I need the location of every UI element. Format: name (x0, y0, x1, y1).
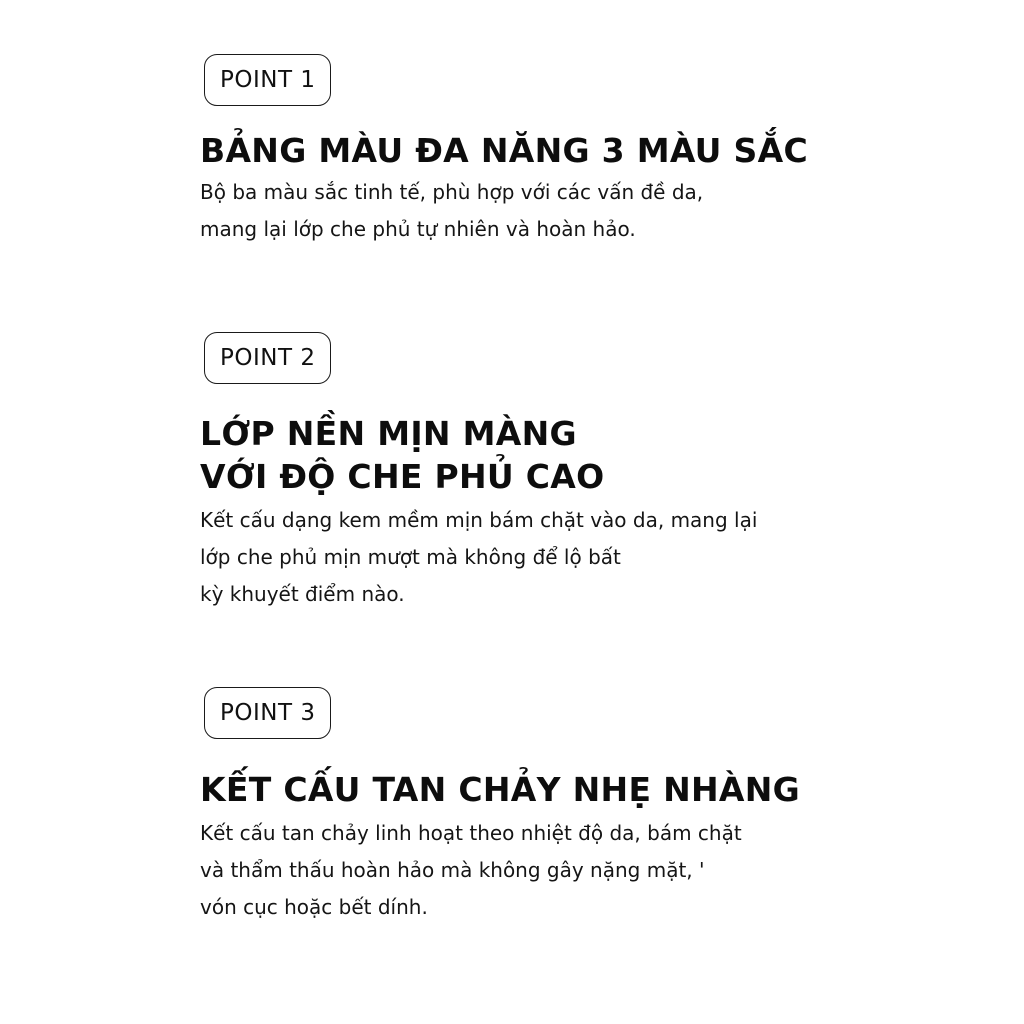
point-3-heading (200, 769, 880, 811)
point-2-description-line: lớp che phủ mịn mượt mà không để lộ bất (200, 545, 621, 569)
point-3-description (200, 815, 880, 926)
point-2-heading-line: VỚI ĐỘ CHE PHỦ CAO (200, 457, 605, 496)
point-2-section (200, 332, 880, 613)
point-2-description-line: Kết cấu dạng kem mềm mịn bám chặt vào da, mang lại (200, 508, 758, 532)
point-3-description-line: vón cục hoặc bết dính. (200, 895, 428, 919)
point-1-description (200, 174, 880, 248)
point-1-section (200, 54, 880, 248)
point-3-badge: POINT 3 (204, 687, 331, 739)
point-1-heading-line: BẢNG MÀU ĐA NĂNG 3 MÀU SẮC (200, 131, 808, 170)
point-3-heading-line: KẾT CẤU TAN CHẢY NHẸ NHÀNG (200, 770, 801, 809)
point-1-description-line: mang lại lớp che phủ tự nhiên và hoàn hảo. (200, 217, 636, 241)
point-1-badge: POINT 1 (204, 54, 331, 106)
point-3-description-line: và thẩm thấu hoàn hảo mà không gây nặng mặt, ' (200, 858, 705, 882)
point-2-description (200, 502, 880, 613)
point-2-description-line: kỳ khuyết điểm nào. (200, 582, 405, 606)
point-1-description-line: Bộ ba màu sắc tinh tế, phù hợp với các vấn đề da, (200, 180, 704, 204)
point-2-heading (200, 412, 880, 498)
point-1-heading (200, 130, 880, 172)
point-3-section (200, 687, 880, 926)
point-2-heading-line: LỚP NỀN MỊN MÀNG (200, 414, 577, 453)
point-3-description-line: Kết cấu tan chảy linh hoạt theo nhiệt độ da, bám chặt (200, 821, 742, 845)
point-2-badge: POINT 2 (204, 332, 331, 384)
